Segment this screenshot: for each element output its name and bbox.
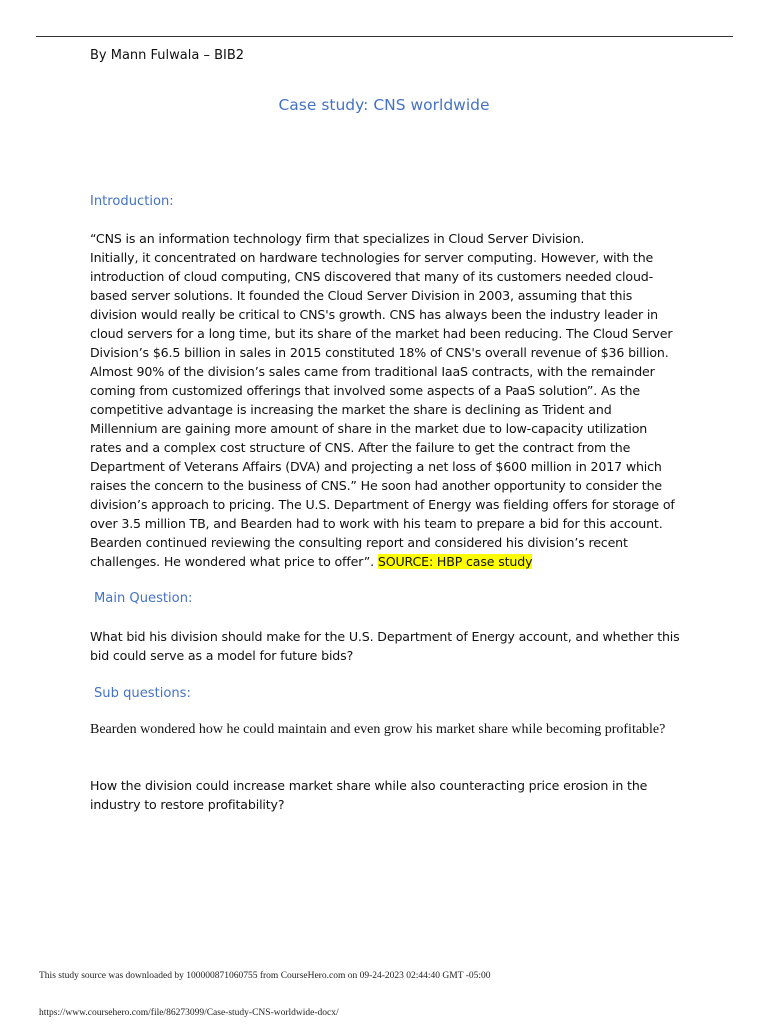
main-question-heading: Main Question: [94,590,193,606]
download-notice: This study source was downloaded by 100000871060755 from CourseHero.com on 09-24-2023 02:44:40 GMT -05:00 [39,971,491,981]
top-divider [36,36,733,37]
source-url[interactable]: https://www.coursehero.com/file/86273099/Case-study-CNS-worldwide-docx/ [39,1008,339,1018]
source-citation: SOURCE: HBP case study [377,554,533,569]
sub-question-1: Bearden wondered how he could maintain and even grow his market share while becoming profitable? [90,722,666,737]
page-title: Case study: CNS worldwide [278,96,490,114]
author-line: By Mann Fulwala – BIB2 [90,48,245,63]
introduction-first-line: “CNS is an information technology firm that specializes in Cloud Server Division. [90,231,585,246]
introduction-heading: Introduction: [90,193,174,209]
sub-questions-heading: Sub questions: [94,685,191,701]
main-question-text: What bid his division should make for the U.S. Department of Energy account, and whether this bid could serve as a model for future bids? [90,629,680,663]
sub-question-2: How the division could increase market share while also counteracting price erosion in the industry to restore profitability? [90,778,648,812]
introduction-text [90,229,680,571]
introduction-body: Initially, it concentrated on hardware technologies for server computing. However, with the introduction of cloud computing, CNS discovered that many of its customers needed cloud-based server solutions. It founded the Cloud Server Division in 2003, assuming that this division would really be critical to CNS's growth. CNS has always been the industry leader in cloud servers for a long time, but its share of the market had been reducing. The Cloud Server Division’s $6.5 billion in sales in 2015 constituted 18% of CNS's overall revenue of $36 billion. Almost 90% of the division’s sales came from traditional IaaS contracts, with the remainder coming from customized offerings that involved some aspects of a PaaS solution”. As the competitive advantage is increasing the market the share is declining as Trident and Millennium are gaining more amount of share in the market due to low-capacity utilization rates and a complex cost structure of CNS. After the failure to get the contract from the Department of Veterans Affairs (DVA) and projecting a net loss of $600 million in 2017 which raises the concern to the business of CNS.” He soon had another opportunity to consider the division’s approach to pricing. The U.S. Department of Energy was fielding offers for storage of over 3.5 million TB, and Bearden had to work with his team to prepare a bid for this account. Bearden continued reviewing the consulting report and considered his division’s recent challenges. He wondered what price to offer”. [90,250,675,569]
